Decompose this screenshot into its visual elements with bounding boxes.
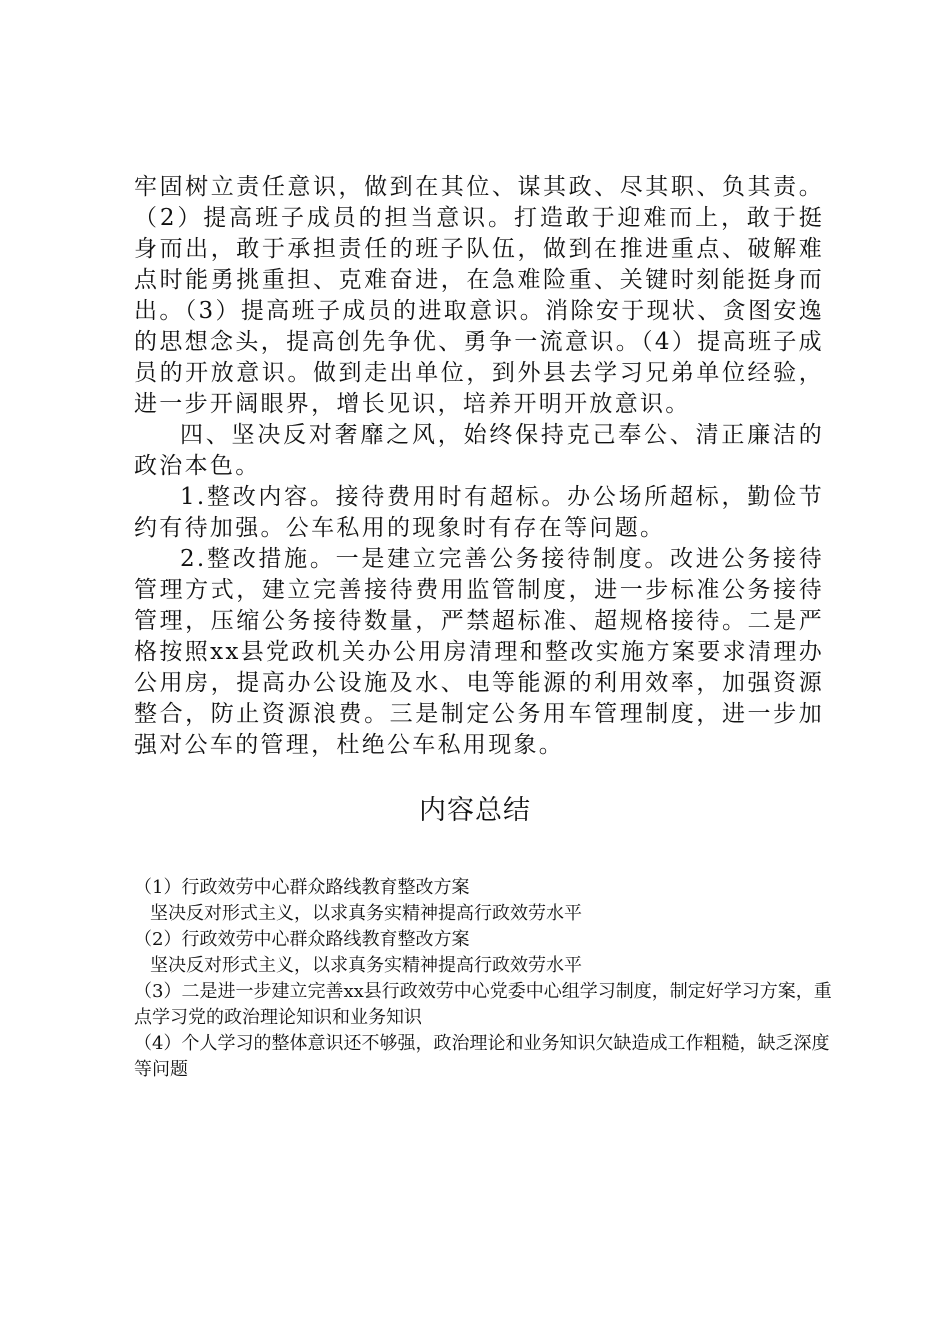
summary-item: （2）行政效劳中心群众路线教育整改方案 (134, 929, 470, 950)
summary-item: （4）个人学习的整体意识还不够强，政治理论和业务知识欠缺造成工作粗糙，缺乏深度等问题 (134, 1033, 830, 1080)
summary-item: 坚决反对形式主义，以求真务实精神提高行政效劳水平 (150, 903, 582, 924)
section-four-heading: 四、坚决反对奢靡之风，始终保持克己奉公、清正廉洁的政治本色。 (134, 422, 824, 479)
summary-title: 内容总结 (419, 795, 531, 826)
paragraph-rectification-content: 1.整改内容。接待费用时有超标。办公场所超标，勤俭节约有待加强。公车私用的现象时有存在等问题。 (134, 484, 824, 541)
body-text (134, 172, 824, 761)
paragraph-responsibility-measures: 牢固树立责任意识，做到在其位、谋其政、尽其职、负其责。（2）提高班子成员的担当意识。打造敢于迎难而上，敢于挺身而出，敢于承担责任的班子队伍，做到在推进重点、破解难点时能勇挑重担、克难奋进，在急难险重、关键时刻能挺身而出。（3）提高班子成员的进取意识。消除安于现状、贪图安逸的思想念头，提高创先争优、勇争一流意识。（4）提高班子成员的开放意识。做到走出单位，到外县去学习兄弟单位经验，进一步开阔眼界，增长见识，培养开明开放意识。 (134, 174, 824, 417)
summary-item: （1）行政效劳中心群众路线教育整改方案 (134, 877, 470, 898)
paragraph-rectification-measures: 2.整改措施。一是建立完善公务接待制度。改进公务接待管理方式，建立完善接待费用监管制度，进一步标准公务接待管理，压缩公务接待数量，严禁超标准、超规格接待。二是严格按照xx县党政机关办公用房清理和整改实施方案要求清理办公用房，提高办公设施及水、电等能源的利用效率，加强资源整合，防止资源浪费。三是制定公务用车管理制度，进一步加强对公车的管理，杜绝公车私用现象。 (134, 546, 824, 758)
summary-item: （3）二是进一步建立完善xx县行政效劳中心党委中心组学习制度，制定好学习方案，重点学习党的政治理论知识和业务知识 (134, 981, 832, 1028)
summary-list (134, 875, 844, 1083)
summary-item: 坚决反对形式主义，以求真务实精神提高行政效劳水平 (150, 955, 582, 976)
